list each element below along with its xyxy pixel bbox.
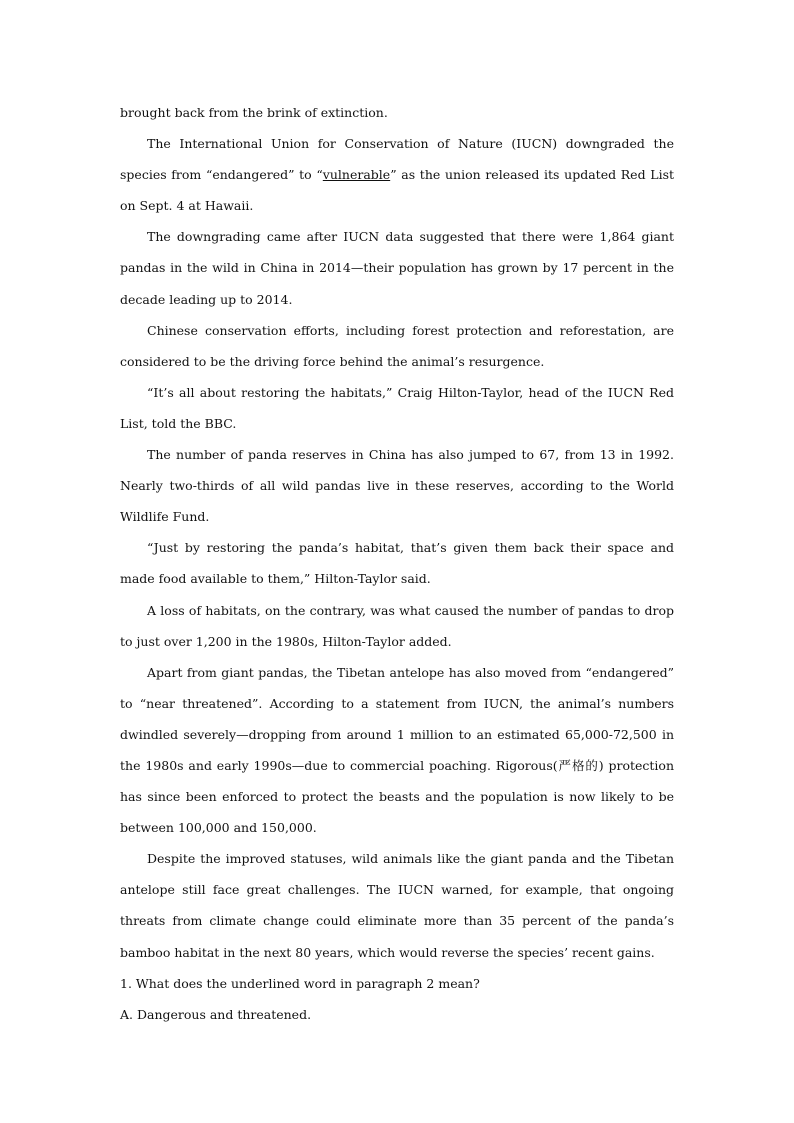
article-body <box>120 97 674 1030</box>
paragraph-challenges: Despite the improved statuses, wild animals like the giant panda and the Tibetan antelope still face great challenges. The IUCN warned, for example, that ongoing threats from climate change could eliminate more than 35 percent of the panda’s bamboo habitat in the next 80 years, which would reverse the species’ recent gains. <box>120 851 674 960</box>
paragraph-text: ” as the union released its updated Red List on Sept. 4 at Hawaii. <box>120 167 675 214</box>
paragraph-loss-of-habitats: A loss of habitats, on the contrary, was what caused the number of pandas to drop to just over 1,200 in the 1980s, Hilton-Taylor added. <box>120 602 674 649</box>
paragraph-panda-reserves: The number of panda reserves in China has also jumped to 67, from 13 in 1992. Nearly two-thirds of all wild pandas live in these reserves, according to the World Wildlife Fund. <box>120 447 674 525</box>
paragraph-continuation: brought back from the brink of extinction. <box>120 105 388 120</box>
question-1-option-a: A. Dangerous and threatened. <box>120 1006 312 1022</box>
question-1: 1. What does the underlined word in paragraph 2 mean? <box>120 975 480 991</box>
paragraph-quote-habitats: “It’s all about restoring the habitats,” Craig Hilton-Taylor, head of the IUCN Red List, told the BBC. <box>120 384 674 431</box>
paragraph-population-data: The downgrading came after IUCN data suggested that there were 1,864 giant pandas in the wild in China in 2014—their population has grown by 17 percent in the decade leading up to 2014. <box>120 229 674 307</box>
paragraph-text: The International Union for Conservation of Nature (IUCN) downgraded the species from “endangered” to “ <box>120 136 674 183</box>
paragraph-quote-restoring: “Just by restoring the panda’s habitat, that’s given them back their space and made food available to them,” Hilton-Taylor said. <box>120 540 674 587</box>
paragraph-iucn-downgrade <box>120 128 674 221</box>
paragraph-conservation-efforts: Chinese conservation efforts, including forest protection and reforestation, are considered to be the driving force behind the animal’s resurgence. <box>120 322 674 369</box>
paragraph-tibetan-antelope: Apart from giant pandas, the Tibetan antelope has also moved from “endangered” to “near threatened”. According to a statement from IUCN, the animal’s numbers dwindled severely—dropping from around 1 million to an estimated 65,000-72,500 in the 1980s and early 1990s—due to commercial poaching. Rigorous(严格的) protection has since been enforced to protect the beasts and the population is now likely to be between 100,000 and 150,000. <box>120 664 674 836</box>
underlined-word: vulnerable <box>322 167 391 183</box>
